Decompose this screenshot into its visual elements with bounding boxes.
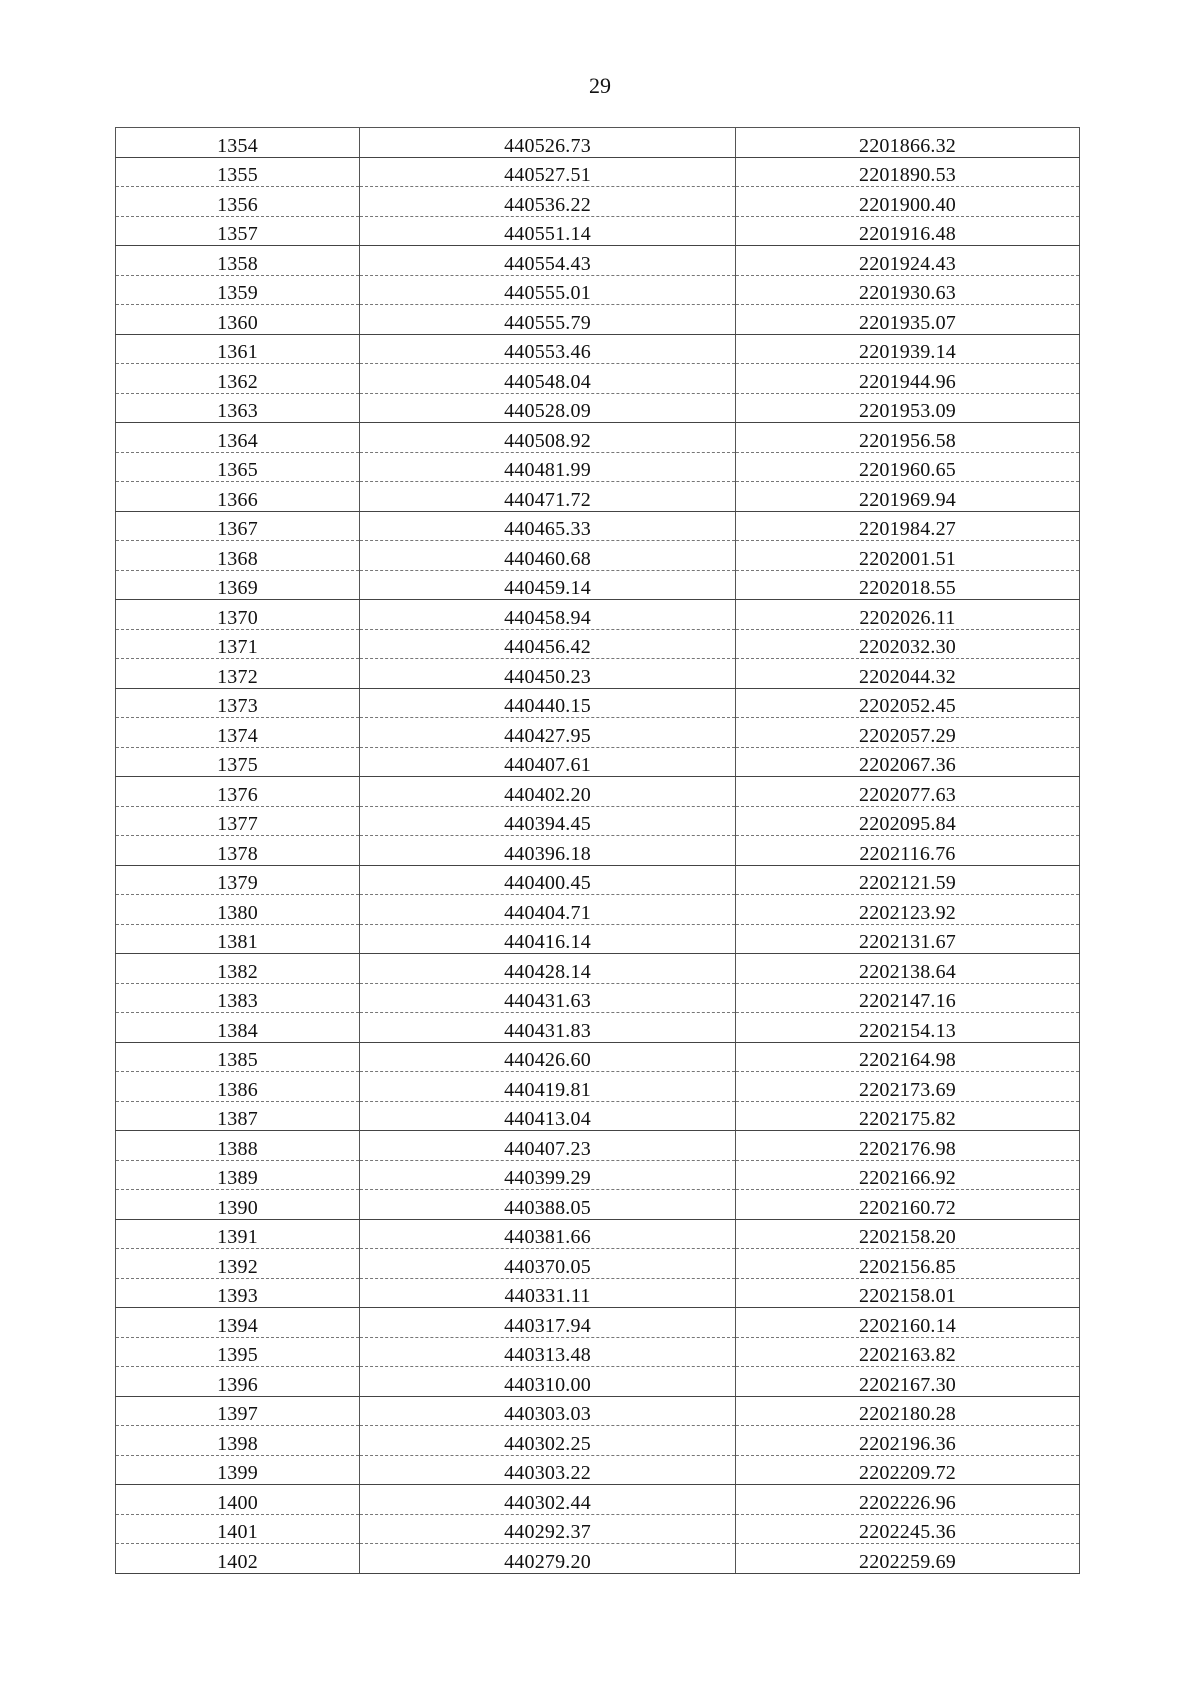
- y-coordinate-cell: 2201930.63: [736, 275, 1080, 305]
- point-number-cell: 1399: [116, 1455, 360, 1485]
- table-row: [116, 334, 1080, 364]
- table-row: [116, 1013, 1080, 1043]
- table-row: [116, 1160, 1080, 1190]
- y-coordinate-cell: 2202175.82: [736, 1101, 1080, 1131]
- table-row: [116, 1101, 1080, 1131]
- y-coordinate-cell: 2202164.98: [736, 1042, 1080, 1072]
- y-coordinate-cell: 2201944.96: [736, 364, 1080, 394]
- table-row: [116, 393, 1080, 423]
- point-number-cell: 1370: [116, 600, 360, 630]
- x-coordinate-cell: 440404.71: [360, 895, 736, 925]
- y-coordinate-cell: 2202147.16: [736, 983, 1080, 1013]
- table-row: [116, 865, 1080, 895]
- point-number-cell: 1363: [116, 393, 360, 423]
- point-number-cell: 1382: [116, 954, 360, 984]
- y-coordinate-cell: 2202131.67: [736, 924, 1080, 954]
- point-number-cell: 1375: [116, 747, 360, 777]
- x-coordinate-cell: 440460.68: [360, 541, 736, 571]
- table-row: [116, 128, 1080, 158]
- x-coordinate-cell: 440431.83: [360, 1013, 736, 1043]
- y-coordinate-cell: 2201969.94: [736, 482, 1080, 512]
- y-coordinate-cell: 2202156.85: [736, 1249, 1080, 1279]
- point-number-cell: 1395: [116, 1337, 360, 1367]
- x-coordinate-cell: 440527.51: [360, 157, 736, 187]
- point-number-cell: 1391: [116, 1219, 360, 1249]
- x-coordinate-cell: 440313.48: [360, 1337, 736, 1367]
- x-coordinate-cell: 440370.05: [360, 1249, 736, 1279]
- table-row: [116, 1072, 1080, 1102]
- x-coordinate-cell: 440402.20: [360, 777, 736, 807]
- table-row: [116, 1337, 1080, 1367]
- point-number-cell: 1385: [116, 1042, 360, 1072]
- y-coordinate-cell: 2202176.98: [736, 1131, 1080, 1161]
- x-coordinate-cell: 440427.95: [360, 718, 736, 748]
- table-row: [116, 836, 1080, 866]
- y-coordinate-cell: 2202160.72: [736, 1190, 1080, 1220]
- table-row: [116, 246, 1080, 276]
- y-coordinate-cell: 2202067.36: [736, 747, 1080, 777]
- y-coordinate-cell: 2202160.14: [736, 1308, 1080, 1338]
- y-coordinate-cell: 2201924.43: [736, 246, 1080, 276]
- point-number-cell: 1369: [116, 570, 360, 600]
- x-coordinate-cell: 440279.20: [360, 1544, 736, 1574]
- table-row: [116, 659, 1080, 689]
- x-coordinate-cell: 440416.14: [360, 924, 736, 954]
- table-row: [116, 777, 1080, 807]
- point-number-cell: 1371: [116, 629, 360, 659]
- point-number-cell: 1358: [116, 246, 360, 276]
- y-coordinate-cell: 2202032.30: [736, 629, 1080, 659]
- x-coordinate-cell: 440554.43: [360, 246, 736, 276]
- point-number-cell: 1373: [116, 688, 360, 718]
- x-coordinate-cell: 440407.23: [360, 1131, 736, 1161]
- point-number-cell: 1354: [116, 128, 360, 158]
- point-number-cell: 1357: [116, 216, 360, 246]
- y-coordinate-cell: 2201960.65: [736, 452, 1080, 482]
- x-coordinate-cell: 440465.33: [360, 511, 736, 541]
- point-number-cell: 1356: [116, 187, 360, 217]
- x-coordinate-cell: 440331.11: [360, 1278, 736, 1308]
- y-coordinate-cell: 2202196.36: [736, 1426, 1080, 1456]
- table-row: [116, 541, 1080, 571]
- table-row: [116, 1396, 1080, 1426]
- y-coordinate-cell: 2202226.96: [736, 1485, 1080, 1515]
- point-number-cell: 1376: [116, 777, 360, 807]
- table-row: [116, 1426, 1080, 1456]
- x-coordinate-cell: 440471.72: [360, 482, 736, 512]
- x-coordinate-cell: 440440.15: [360, 688, 736, 718]
- y-coordinate-cell: 2202167.30: [736, 1367, 1080, 1397]
- y-coordinate-cell: 2202180.28: [736, 1396, 1080, 1426]
- table-row: [116, 364, 1080, 394]
- x-coordinate-cell: 440399.29: [360, 1160, 736, 1190]
- table-row: [116, 747, 1080, 777]
- point-number-cell: 1392: [116, 1249, 360, 1279]
- y-coordinate-cell: 2201953.09: [736, 393, 1080, 423]
- table-row: [116, 924, 1080, 954]
- y-coordinate-cell: 2202259.69: [736, 1544, 1080, 1574]
- x-coordinate-cell: 440431.63: [360, 983, 736, 1013]
- y-coordinate-cell: 2202121.59: [736, 865, 1080, 895]
- y-coordinate-cell: 2201900.40: [736, 187, 1080, 217]
- y-coordinate-cell: 2202123.92: [736, 895, 1080, 925]
- point-number-cell: 1402: [116, 1544, 360, 1574]
- table-row: [116, 305, 1080, 335]
- y-coordinate-cell: 2202158.01: [736, 1278, 1080, 1308]
- x-coordinate-cell: 440508.92: [360, 423, 736, 453]
- point-number-cell: 1390: [116, 1190, 360, 1220]
- point-number-cell: 1400: [116, 1485, 360, 1515]
- x-coordinate-cell: 440413.04: [360, 1101, 736, 1131]
- table-row: [116, 1544, 1080, 1574]
- y-coordinate-cell: 2202018.55: [736, 570, 1080, 600]
- x-coordinate-cell: 440388.05: [360, 1190, 736, 1220]
- table-row: [116, 718, 1080, 748]
- y-coordinate-cell: 2201939.14: [736, 334, 1080, 364]
- x-coordinate-cell: 440292.37: [360, 1514, 736, 1544]
- point-number-cell: 1361: [116, 334, 360, 364]
- x-coordinate-cell: 440526.73: [360, 128, 736, 158]
- y-coordinate-cell: 2201916.48: [736, 216, 1080, 246]
- point-number-cell: 1377: [116, 806, 360, 836]
- x-coordinate-cell: 440553.46: [360, 334, 736, 364]
- y-coordinate-cell: 2202052.45: [736, 688, 1080, 718]
- table-row: [116, 511, 1080, 541]
- table-row: [116, 806, 1080, 836]
- x-coordinate-cell: 440548.04: [360, 364, 736, 394]
- y-coordinate-cell: 2201984.27: [736, 511, 1080, 541]
- y-coordinate-cell: 2202209.72: [736, 1455, 1080, 1485]
- x-coordinate-cell: 440481.99: [360, 452, 736, 482]
- table-row: [116, 423, 1080, 453]
- x-coordinate-cell: 440459.14: [360, 570, 736, 600]
- point-number-cell: 1398: [116, 1426, 360, 1456]
- x-coordinate-cell: 440310.00: [360, 1367, 736, 1397]
- x-coordinate-cell: 440381.66: [360, 1219, 736, 1249]
- x-coordinate-cell: 440428.14: [360, 954, 736, 984]
- table-row: [116, 216, 1080, 246]
- y-coordinate-cell: 2201890.53: [736, 157, 1080, 187]
- coordinates-table-body: [116, 128, 1080, 1574]
- table-row: [116, 187, 1080, 217]
- table-row: [116, 452, 1080, 482]
- x-coordinate-cell: 440551.14: [360, 216, 736, 246]
- x-coordinate-cell: 440450.23: [360, 659, 736, 689]
- point-number-cell: 1381: [116, 924, 360, 954]
- x-coordinate-cell: 440426.60: [360, 1042, 736, 1072]
- table-row: [116, 1219, 1080, 1249]
- table-row: [116, 1190, 1080, 1220]
- y-coordinate-cell: 2202154.13: [736, 1013, 1080, 1043]
- table-row: [116, 482, 1080, 512]
- x-coordinate-cell: 440536.22: [360, 187, 736, 217]
- table-row: [116, 1131, 1080, 1161]
- x-coordinate-cell: 440302.25: [360, 1426, 736, 1456]
- point-number-cell: 1368: [116, 541, 360, 571]
- y-coordinate-cell: 2202173.69: [736, 1072, 1080, 1102]
- table-row: [116, 629, 1080, 659]
- table-row: [116, 157, 1080, 187]
- table-row: [116, 1278, 1080, 1308]
- y-coordinate-cell: 2202044.32: [736, 659, 1080, 689]
- point-number-cell: 1372: [116, 659, 360, 689]
- point-number-cell: 1389: [116, 1160, 360, 1190]
- point-number-cell: 1386: [116, 1072, 360, 1102]
- y-coordinate-cell: 2202166.92: [736, 1160, 1080, 1190]
- point-number-cell: 1397: [116, 1396, 360, 1426]
- y-coordinate-cell: 2201866.32: [736, 128, 1080, 158]
- table-row: [116, 1367, 1080, 1397]
- point-number-cell: 1387: [116, 1101, 360, 1131]
- point-number-cell: 1396: [116, 1367, 360, 1397]
- x-coordinate-cell: 440555.01: [360, 275, 736, 305]
- y-coordinate-cell: 2202245.36: [736, 1514, 1080, 1544]
- table-row: [116, 983, 1080, 1013]
- x-coordinate-cell: 440555.79: [360, 305, 736, 335]
- page-number: 29: [589, 73, 611, 98]
- x-coordinate-cell: 440419.81: [360, 1072, 736, 1102]
- table-row: [116, 1485, 1080, 1515]
- point-number-cell: 1360: [116, 305, 360, 335]
- y-coordinate-cell: 2201956.58: [736, 423, 1080, 453]
- y-coordinate-cell: 2202026.11: [736, 600, 1080, 630]
- y-coordinate-cell: 2202077.63: [736, 777, 1080, 807]
- table-row: [116, 895, 1080, 925]
- y-coordinate-cell: 2202138.64: [736, 954, 1080, 984]
- point-number-cell: 1374: [116, 718, 360, 748]
- y-coordinate-cell: 2201935.07: [736, 305, 1080, 335]
- x-coordinate-cell: 440317.94: [360, 1308, 736, 1338]
- point-number-cell: 1401: [116, 1514, 360, 1544]
- table-row: [116, 1042, 1080, 1072]
- x-coordinate-cell: 440458.94: [360, 600, 736, 630]
- table-row: [116, 1514, 1080, 1544]
- point-number-cell: 1366: [116, 482, 360, 512]
- point-number-cell: 1393: [116, 1278, 360, 1308]
- x-coordinate-cell: 440407.61: [360, 747, 736, 777]
- x-coordinate-cell: 440303.22: [360, 1455, 736, 1485]
- point-number-cell: 1367: [116, 511, 360, 541]
- x-coordinate-cell: 440528.09: [360, 393, 736, 423]
- x-coordinate-cell: 440400.45: [360, 865, 736, 895]
- table-row: [116, 275, 1080, 305]
- point-number-cell: 1359: [116, 275, 360, 305]
- point-number-cell: 1394: [116, 1308, 360, 1338]
- x-coordinate-cell: 440394.45: [360, 806, 736, 836]
- table-row: [116, 1249, 1080, 1279]
- y-coordinate-cell: 2202158.20: [736, 1219, 1080, 1249]
- x-coordinate-cell: 440303.03: [360, 1396, 736, 1426]
- table-row: [116, 1455, 1080, 1485]
- point-number-cell: 1365: [116, 452, 360, 482]
- coordinates-table: [115, 127, 1080, 1574]
- point-number-cell: 1378: [116, 836, 360, 866]
- point-number-cell: 1384: [116, 1013, 360, 1043]
- table-row: [116, 688, 1080, 718]
- y-coordinate-cell: 2202095.84: [736, 806, 1080, 836]
- point-number-cell: 1355: [116, 157, 360, 187]
- point-number-cell: 1380: [116, 895, 360, 925]
- point-number-cell: 1388: [116, 1131, 360, 1161]
- point-number-cell: 1379: [116, 865, 360, 895]
- x-coordinate-cell: 440302.44: [360, 1485, 736, 1515]
- table-row: [116, 600, 1080, 630]
- y-coordinate-cell: 2202001.51: [736, 541, 1080, 571]
- x-coordinate-cell: 440456.42: [360, 629, 736, 659]
- y-coordinate-cell: 2202163.82: [736, 1337, 1080, 1367]
- point-number-cell: 1364: [116, 423, 360, 453]
- point-number-cell: 1362: [116, 364, 360, 394]
- table-row: [116, 570, 1080, 600]
- y-coordinate-cell: 2202116.76: [736, 836, 1080, 866]
- table-row: [116, 1308, 1080, 1338]
- table-row: [116, 954, 1080, 984]
- y-coordinate-cell: 2202057.29: [736, 718, 1080, 748]
- point-number-cell: 1383: [116, 983, 360, 1013]
- x-coordinate-cell: 440396.18: [360, 836, 736, 866]
